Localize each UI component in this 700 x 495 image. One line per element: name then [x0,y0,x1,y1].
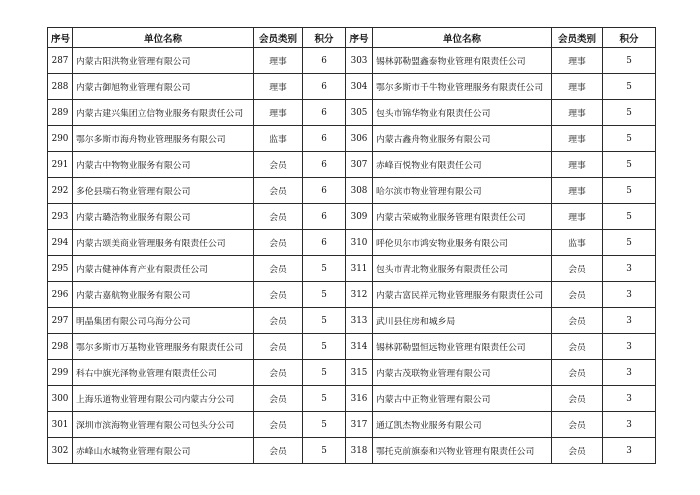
member-type-cell: 会员 [254,386,303,412]
serial-number-cell: 288 [48,74,73,100]
member-type-cell: 会员 [254,282,303,308]
member-type-cell: 会员 [552,438,603,464]
score-cell: 5 [303,386,346,412]
score-cell: 5 [303,438,346,464]
unit-name-cell: 通辽凯杰物业服务有限公司 [373,412,552,438]
unit-name-cell: 赤峰百悦物业有限责任公司 [373,152,552,178]
serial-number-cell: 289 [48,100,73,126]
table-row [48,334,656,360]
table-body [48,48,656,464]
unit-name-cell: 包头市锦华物业有限责任公司 [373,100,552,126]
header-score: 积分 [303,28,346,48]
member-type-cell: 理事 [552,152,603,178]
score-cell: 5 [603,178,656,204]
serial-number-cell: 292 [48,178,73,204]
score-cell: 6 [303,48,346,74]
serial-number-cell: 296 [48,282,73,308]
table-row [48,178,656,204]
unit-name-cell: 内蒙古璐浩物业服务有限公司 [73,204,254,230]
member-type-cell: 会员 [552,256,603,282]
member-type-cell: 会员 [254,178,303,204]
serial-number-cell: 287 [48,48,73,74]
table-row [48,256,656,282]
member-type-cell: 会员 [254,438,303,464]
header-unit-name: 单位名称 [73,28,254,48]
table-row [48,74,656,100]
serial-number-cell: 294 [48,230,73,256]
table-row [48,230,656,256]
serial-number-cell: 315 [346,360,373,386]
score-cell: 5 [303,282,346,308]
score-cell: 6 [303,178,346,204]
unit-name-cell: 鄂尔多斯市千牛物业管理服务有限责任公司 [373,74,552,100]
serial-number-cell: 311 [346,256,373,282]
serial-number-cell: 297 [48,308,73,334]
table-row [48,152,656,178]
header-member-type: 会员类别 [254,28,303,48]
member-type-cell: 会员 [254,256,303,282]
score-cell: 3 [603,386,656,412]
serial-number-cell: 300 [48,386,73,412]
score-cell: 3 [603,360,656,386]
table-row [48,360,656,386]
serial-number-cell: 299 [48,360,73,386]
member-type-cell: 会员 [254,230,303,256]
unit-name-cell: 上海乐道物业管理有限公司内蒙古分公司 [73,386,254,412]
unit-name-cell: 内蒙古中物物业服务有限公司 [73,152,254,178]
member-type-cell: 会员 [552,360,603,386]
table-row [48,48,656,74]
unit-name-cell: 深圳市滨海物业管理有限公司包头分公司 [73,412,254,438]
member-type-cell: 理事 [254,74,303,100]
unit-name-cell: 赤峰山水城物业管理有限公司 [73,438,254,464]
serial-number-cell: 317 [346,412,373,438]
member-type-cell: 理事 [552,100,603,126]
unit-name-cell: 内蒙古健神体育产业有限责任公司 [73,256,254,282]
score-cell: 3 [603,334,656,360]
serial-number-cell: 291 [48,152,73,178]
score-cell: 6 [303,126,346,152]
unit-name-cell: 内蒙古阳洪物业管理有限公司 [73,48,254,74]
score-cell: 5 [303,360,346,386]
table-header [48,28,656,48]
score-cell: 6 [303,74,346,100]
member-type-cell: 会员 [552,412,603,438]
serial-number-cell: 310 [346,230,373,256]
member-type-cell: 理事 [254,48,303,74]
score-cell: 6 [303,230,346,256]
serial-number-cell: 304 [346,74,373,100]
unit-name-cell: 内蒙古中正物业管理有限公司 [373,386,552,412]
score-cell: 3 [603,412,656,438]
score-cell: 5 [303,412,346,438]
member-type-cell: 理事 [552,204,603,230]
unit-name-cell: 锡林郭勒盟恒远物业管理有限责任公司 [373,334,552,360]
unit-name-cell: 哈尔滨市物业管理有限公司 [373,178,552,204]
serial-number-cell: 290 [48,126,73,152]
score-cell: 5 [603,48,656,74]
unit-name-cell: 鄂尔多斯市万基物业管理服务有限责任公司 [73,334,254,360]
member-type-cell: 监事 [254,126,303,152]
score-cell: 5 [603,230,656,256]
score-cell: 6 [303,152,346,178]
serial-number-cell: 316 [346,386,373,412]
score-cell: 6 [303,100,346,126]
serial-number-cell: 298 [48,334,73,360]
serial-number-cell: 305 [346,100,373,126]
score-cell: 5 [603,126,656,152]
unit-name-cell: 科右中旗光泽物业管理有限责任公司 [73,360,254,386]
score-cell: 6 [303,204,346,230]
score-cell: 3 [603,282,656,308]
member-type-cell: 会员 [254,360,303,386]
header-member-type: 会员类别 [552,28,603,48]
member-type-cell: 会员 [254,308,303,334]
serial-number-cell: 293 [48,204,73,230]
member-type-cell: 理事 [552,48,603,74]
serial-number-cell: 308 [346,178,373,204]
serial-number-cell: 314 [346,334,373,360]
table-row [48,412,656,438]
score-cell: 5 [603,152,656,178]
unit-name-cell: 内蒙古嘉航物业服务有限公司 [73,282,254,308]
score-cell: 5 [303,256,346,282]
score-cell: 5 [603,204,656,230]
unit-name-cell: 内蒙古建兴集团立信物业服务有限责任公司 [73,100,254,126]
serial-number-cell: 313 [346,308,373,334]
serial-number-cell: 306 [346,126,373,152]
score-cell: 3 [603,438,656,464]
member-roster-table [47,27,656,464]
member-type-cell: 会员 [254,204,303,230]
unit-name-cell: 多伦县瑞石物业管理有限公司 [73,178,254,204]
unit-name-cell: 明晶集团有限公司乌海分公司 [73,308,254,334]
member-type-cell: 会员 [552,308,603,334]
unit-name-cell: 鄂尔多斯市海舟物业管理服务有限公司 [73,126,254,152]
member-type-cell: 会员 [254,412,303,438]
unit-name-cell: 武川县住房和城乡局 [373,308,552,334]
member-type-cell: 会员 [254,152,303,178]
member-type-cell: 理事 [552,178,603,204]
member-type-cell: 监事 [552,230,603,256]
unit-name-cell: 内蒙古富民祥元物业管理服务有限责任公司 [373,282,552,308]
unit-name-cell: 内蒙古茂联物业管理有限公司 [373,360,552,386]
serial-number-cell: 307 [346,152,373,178]
serial-number-cell: 295 [48,256,73,282]
score-cell: 5 [603,74,656,100]
unit-name-cell: 呼伦贝尔市鸿安物业服务有限公司 [373,230,552,256]
header-row [48,28,656,48]
score-cell: 3 [603,256,656,282]
unit-name-cell: 内蒙古鑫舟物业服务有限公司 [373,126,552,152]
unit-name-cell: 内蒙古颂美商业管理服务有限责任公司 [73,230,254,256]
table-row [48,438,656,464]
score-cell: 5 [303,308,346,334]
header-score: 积分 [603,28,656,48]
header-serial-number: 序号 [346,28,373,48]
serial-number-cell: 301 [48,412,73,438]
member-type-cell: 会员 [552,334,603,360]
serial-number-cell: 302 [48,438,73,464]
table-row [48,100,656,126]
member-type-cell: 会员 [552,282,603,308]
member-type-cell: 理事 [552,126,603,152]
unit-name-cell: 内蒙古荣威物业服务管理有限责任公司 [373,204,552,230]
table-row [48,308,656,334]
score-cell: 3 [603,308,656,334]
member-type-cell: 会员 [552,386,603,412]
table-row [48,204,656,230]
member-type-cell: 理事 [552,74,603,100]
score-cell: 5 [303,334,346,360]
table-row [48,282,656,308]
header-unit-name: 单位名称 [373,28,552,48]
serial-number-cell: 309 [346,204,373,230]
table-row [48,126,656,152]
unit-name-cell: 包头市青北物业服务有限责任公司 [373,256,552,282]
serial-number-cell: 318 [346,438,373,464]
serial-number-cell: 312 [346,282,373,308]
score-cell: 5 [603,100,656,126]
unit-name-cell: 锡林郭勒盟鑫泰物业管理有限责任公司 [373,48,552,74]
unit-name-cell: 鄂托克前旗泰和兴物业管理有限责任公司 [373,438,552,464]
table-row [48,386,656,412]
unit-name-cell: 内蒙古御旭物业管理有限公司 [73,74,254,100]
serial-number-cell: 303 [346,48,373,74]
header-serial-number: 序号 [48,28,73,48]
member-type-cell: 会员 [254,334,303,360]
member-type-cell: 理事 [254,100,303,126]
